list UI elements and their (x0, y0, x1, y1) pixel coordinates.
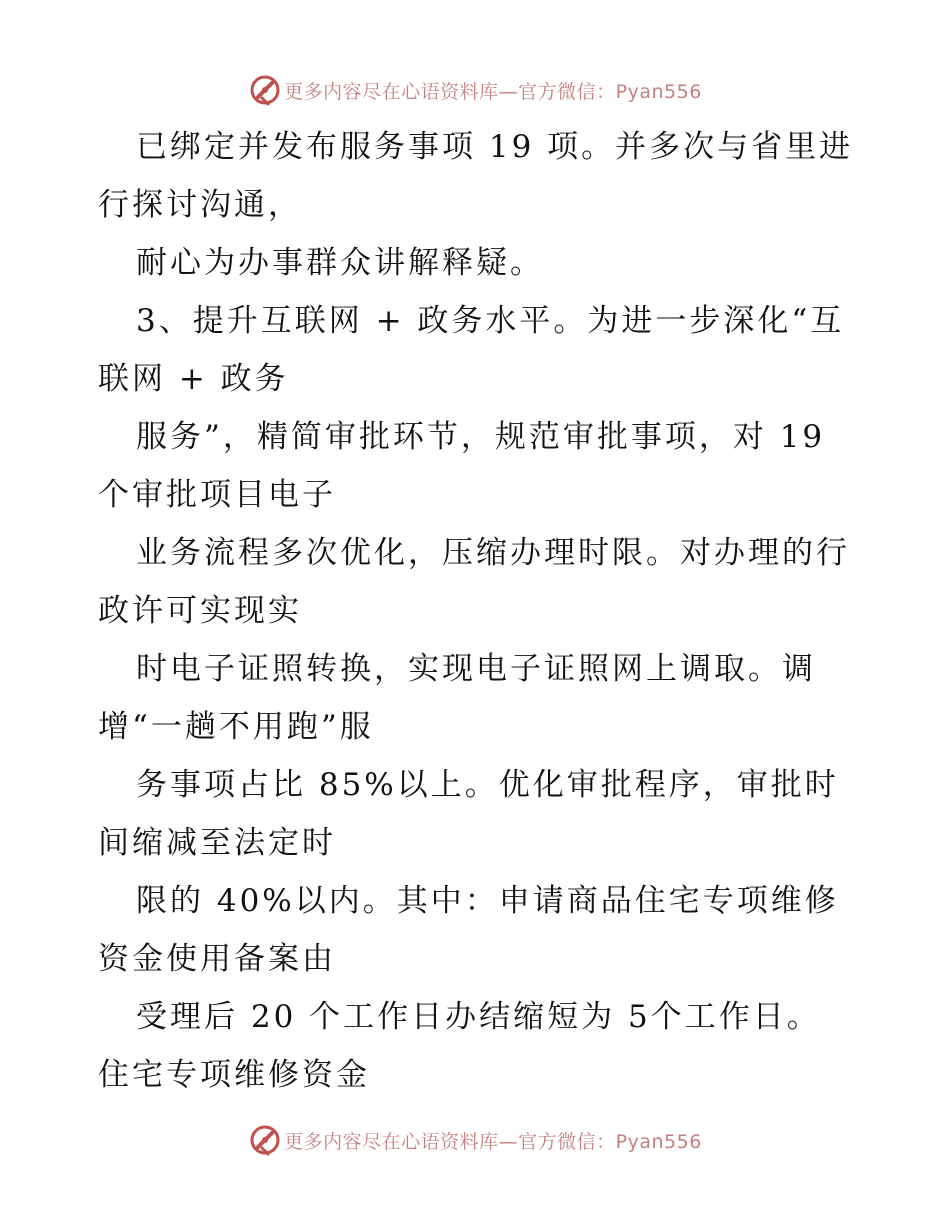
ribbon-logo-icon (248, 1123, 282, 1157)
ribbon-logo-icon (248, 73, 282, 107)
footer-watermark-text: 更多内容尽在心语资料库—官方微信：Pyan556 (284, 1130, 702, 1153)
footer-watermark-banner (0, 1120, 950, 1160)
text-line: 行探讨沟通， (98, 187, 302, 223)
document-body (98, 118, 868, 1104)
text-line: 间缩减至法定时 (98, 825, 336, 861)
text-line: 务事项占比 85%以上。优化审批程序，审批时 (136, 767, 839, 803)
text-line: 个审批项目电子 (98, 477, 336, 513)
text-line: 已绑定并发布服务事项 19 项。并多次与省里进 (136, 129, 854, 165)
text-line: 限的 40%以内。其中：申请商品住宅专项维修 (136, 883, 839, 919)
text-line: 时电子证照转换，实现电子证照网上调取。调 (136, 651, 816, 687)
text-line: 资金使用备案由 (98, 941, 336, 977)
text-line: 联网 + 政务 (98, 361, 289, 397)
text-line: 受理后 20 个工作日办结缩短为 5个工作日。 (136, 999, 821, 1035)
header-watermark-banner (0, 70, 950, 110)
text-line: 3、提升互联网 + 政务水平。为进一步深化“互 (136, 303, 845, 339)
text-line: 业务流程多次优化，压缩办理时限。对办理的行 (136, 535, 850, 571)
text-line: 耐心为办事群众讲解释疑。 (136, 245, 544, 281)
text-line: 政许可实现实 (98, 593, 302, 629)
text-line: 服务”，精简审批环节，规范审批事项，对 19 (136, 419, 826, 455)
text-line: 增“一趟不用跑”服 (98, 709, 374, 745)
header-watermark-text: 更多内容尽在心语资料库—官方微信：Pyan556 (284, 80, 702, 103)
text-line: 住宅专项维修资金 (98, 1057, 370, 1093)
